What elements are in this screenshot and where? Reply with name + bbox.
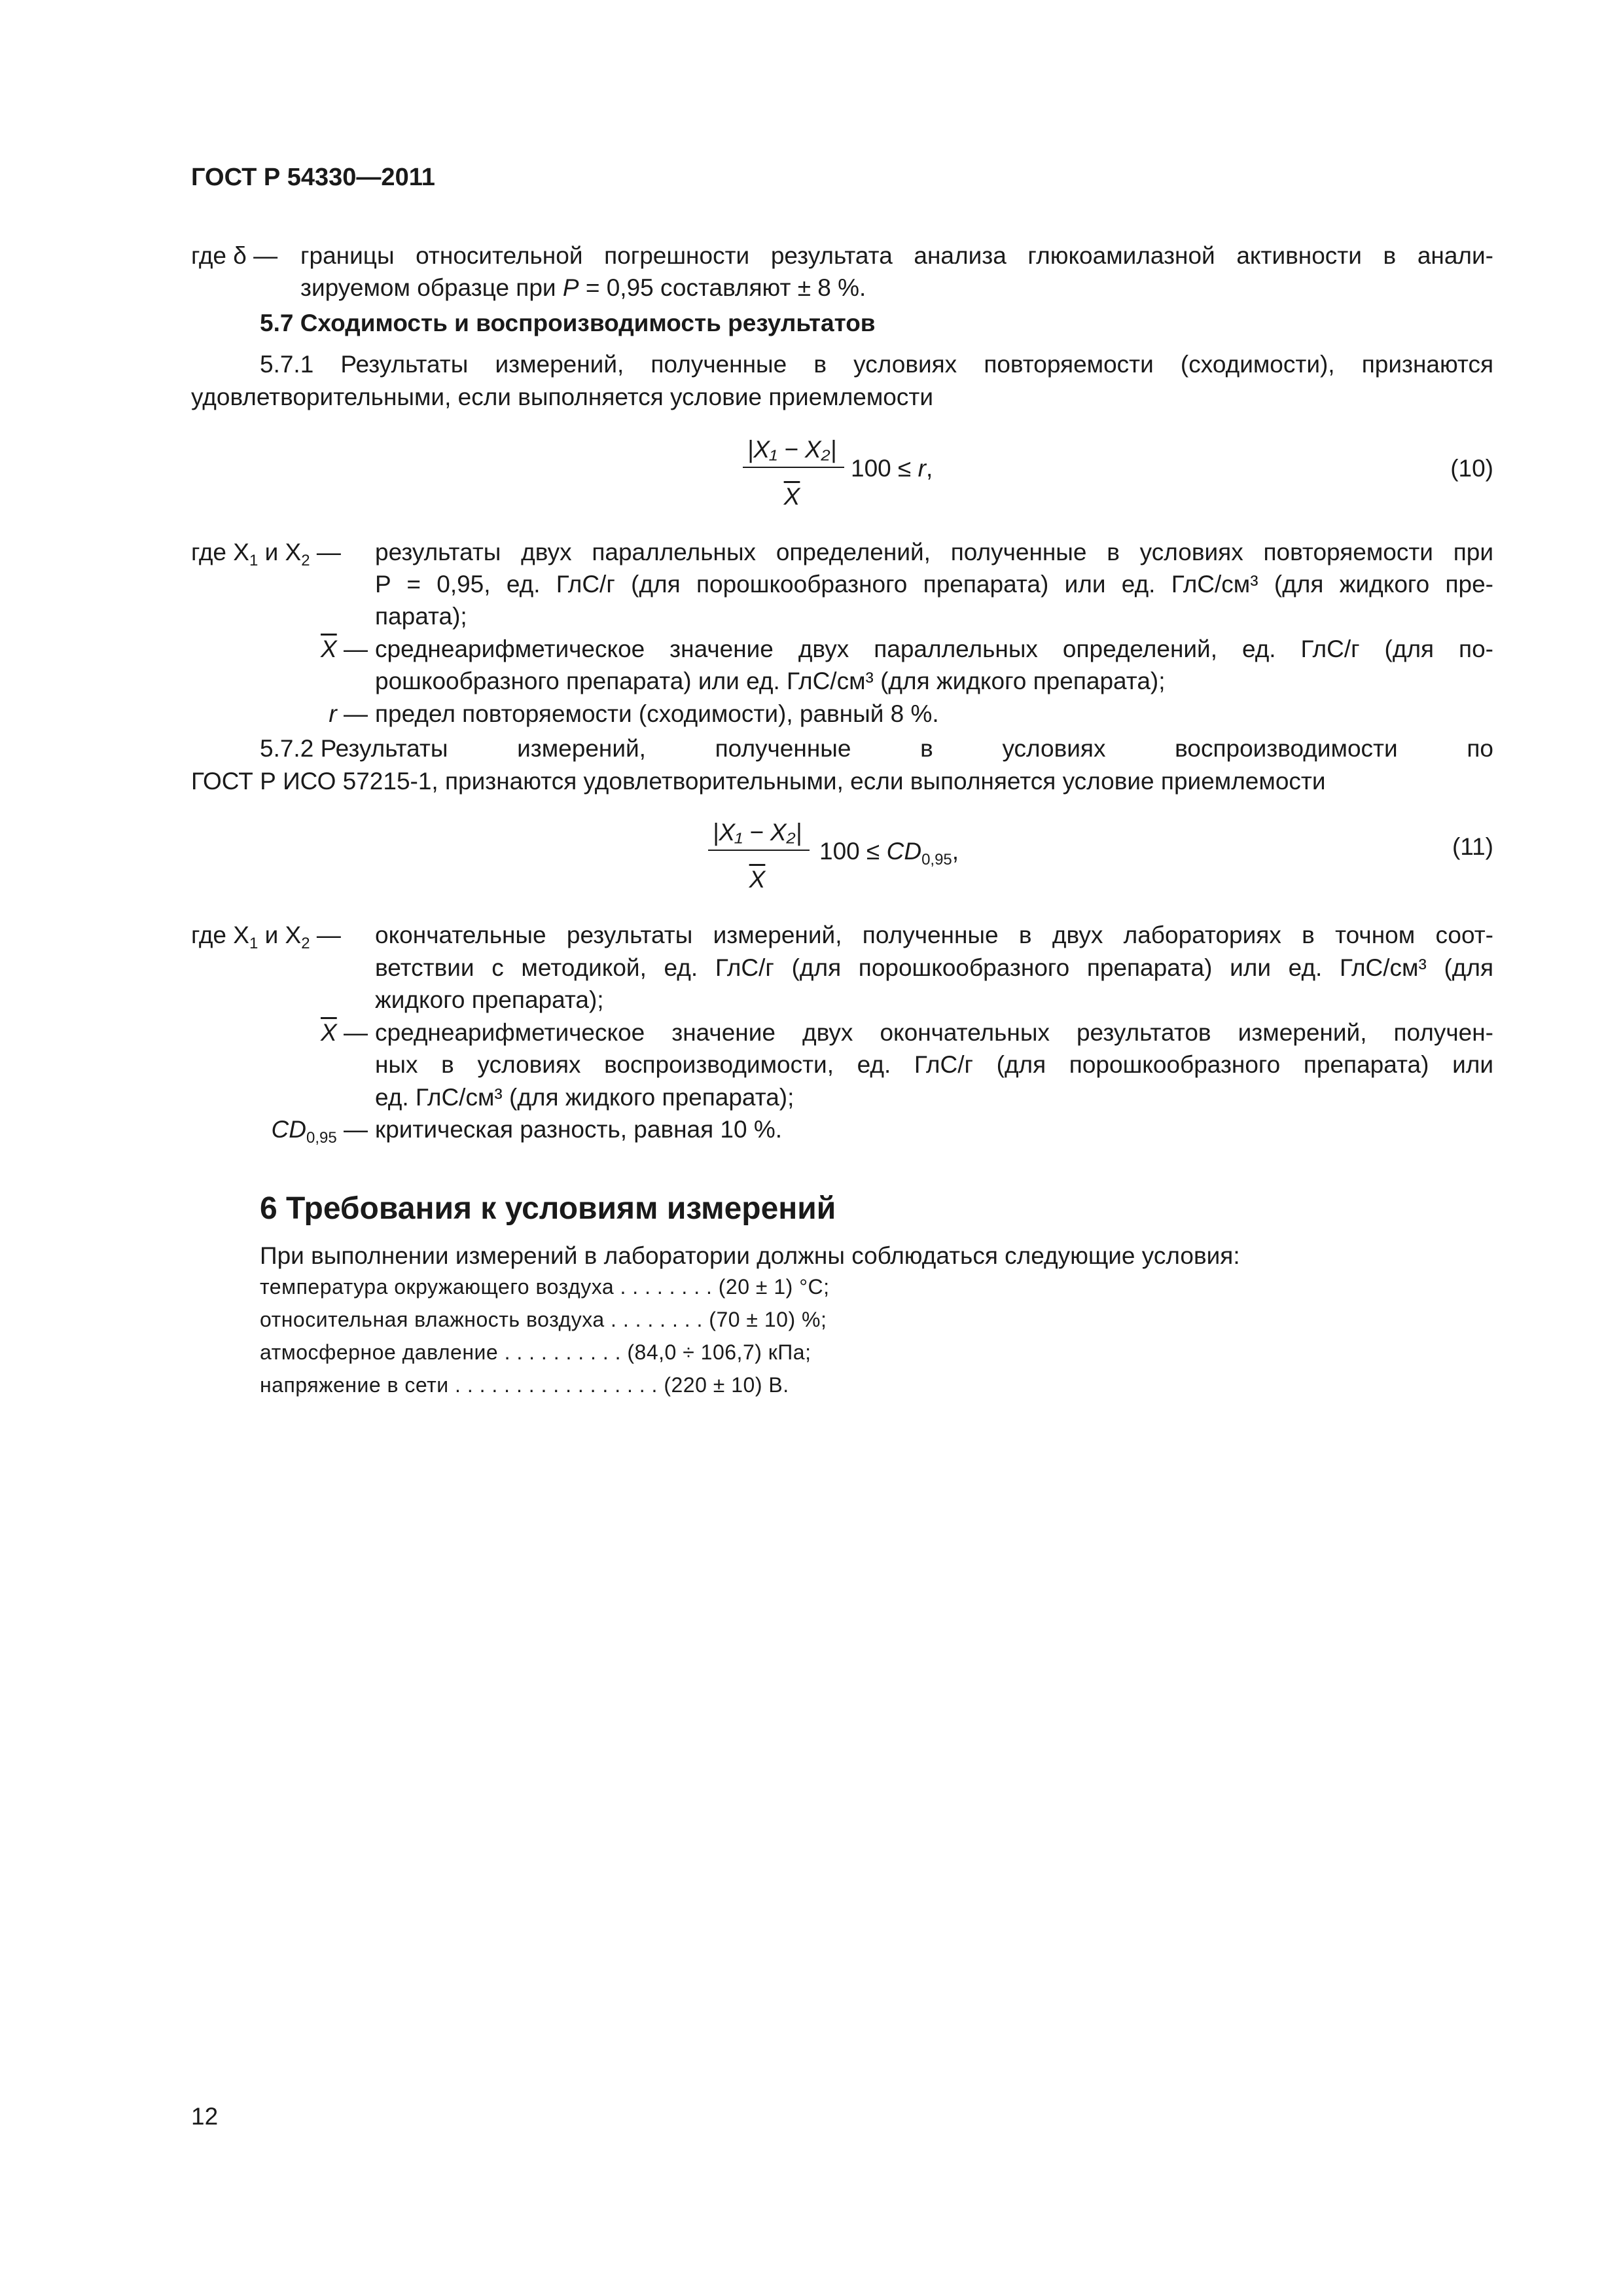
def10-r-term: r —	[329, 700, 368, 727]
def11-xbar-line-1: среднеарифметическое значение двух окончательных результатов измерений, получен-	[375, 1019, 1493, 1046]
section-5-7-title: 5.7 Сходимость и воспроизводимость результатов	[260, 310, 876, 336]
condition-row: относительная влажность воздуха . . . . . . . . (70 ± 10) %;	[260, 1308, 827, 1331]
section-6-title: 6 Требования к условиям измерений	[260, 1191, 836, 1226]
eq11-numerator: |X₁ − X₂|	[712, 819, 802, 846]
def10-term-x: где $X_1$ и $X_2$ —	[191, 539, 341, 569]
eq11-number: (11)	[1452, 833, 1493, 860]
p571-line-2: удовлетворительными, если выполняется условие приемлемости	[191, 384, 933, 410]
delta-definition-line-1: границы относительной погрешности результата анализа глюкоамилазной активности в анали-	[300, 242, 1493, 269]
def11-term-x: где $X_1$ и $X_2$ —	[191, 922, 341, 952]
def10-x-line-3: парата);	[375, 603, 467, 630]
eq10-number: (10)	[1450, 455, 1493, 482]
def11-xbar-term: $\overline{X}$ —	[321, 1019, 368, 1046]
eq11-rhs: $100 \le CD_{0,95}$,	[819, 838, 959, 869]
def11-cd-line: критическая разность, равная 10 %.	[375, 1116, 783, 1143]
p571-line-1: 5.7.1 Результаты измерений, полученные в условиях повторяемости (сходимости), признаются	[260, 351, 1493, 378]
def10-x-line-2: P = 0,95, ед. ГлС/г (для порошкообразного препарата) или ед. ГлС/см³ (для жидкого пре-	[375, 571, 1493, 598]
eq10-denominator: $\overline{X}$	[783, 483, 800, 510]
def10-xbar-term: $\overline{X}$ —	[321, 636, 368, 662]
def11-x-line-2: ветствии с методикой, ед. ГлС/г (для порошкообразного препарата) или ед. ГлС/см³ (для	[375, 954, 1493, 981]
def10-xbar-line-1: среднеарифметическое значение двух параллельных определений, ед. ГлС/г (для по-	[375, 636, 1493, 662]
def11-cd-term: $CD_{0,95}$ —	[271, 1116, 368, 1147]
condition-row: атмосферное давление . . . . . . . . . . (84,0 ÷ 106,7) кПа;	[260, 1340, 812, 1364]
def11-x-line-1: окончательные результаты измерений, полученные в двух лабораториях в точном соот-	[375, 922, 1493, 948]
where-delta-term: где δ —	[191, 242, 278, 269]
p572-line-2: ГОСТ Р ИСО 57215-1, признаются удовлетворительными, если выполняется условие приемлемости	[191, 768, 1326, 795]
delta-definition-line-2: зируемом образце при P = 0,95 составляют ± 8 %.	[300, 274, 866, 301]
def11-x-line-3: жидкого препарата);	[375, 986, 604, 1013]
eq10-numerator: |X₁ − X₂|	[747, 436, 837, 463]
eq11-fraction-bar	[708, 850, 810, 851]
def11-xbar-line-2: ных в условиях воспроизводимости, ед. ГлС/г (для порошкообразного препарата) или	[375, 1051, 1493, 1078]
eq11-denominator: $\overline{X}$	[749, 866, 766, 893]
eq10-rhs: 100 ≤ r,	[851, 455, 933, 482]
def10-r-line: предел повторяемости (сходимости), равный 8 %.	[375, 700, 939, 727]
eq10-fraction-bar	[743, 467, 844, 468]
condition-row: напряжение в сети . . . . . . . . . . . . . . . . . (220 ± 10) В.	[260, 1373, 789, 1397]
def10-x-line-1: результаты двух параллельных определений, полученные в условиях повторяемости при	[375, 539, 1493, 565]
section-6-lead: При выполнении измерений в лаборатории должны соблюдаться следующие условия:	[260, 1242, 1240, 1269]
document-id-header: ГОСТ Р 54330—2011	[191, 164, 435, 191]
condition-row: температура окружающего воздуха . . . . . . . . (20 ± 1) °С;	[260, 1275, 830, 1299]
page-number: 12	[191, 2103, 219, 2130]
p572-line-1: 5.7.2 Результаты измерений, полученные в условиях воспроизводимости по	[260, 735, 1493, 762]
def11-xbar-line-3: ед. ГлС/см³ (для жидкого препарата);	[375, 1084, 794, 1111]
def10-xbar-line-2: рошкообразного препарата) или ед. ГлС/см³ (для жидкого препарата);	[375, 668, 1166, 694]
